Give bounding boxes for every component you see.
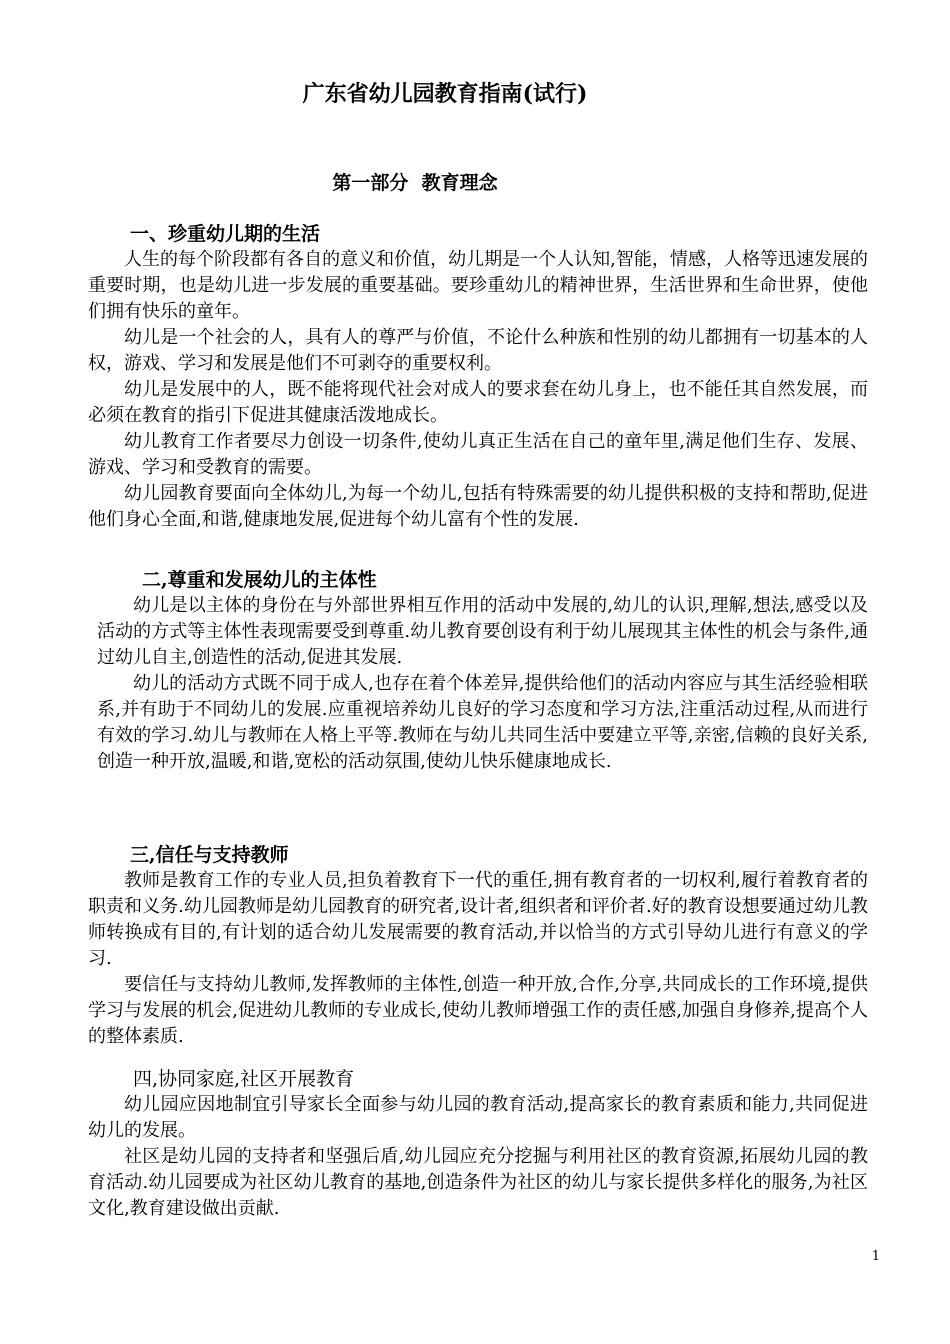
paragraph: 幼儿园教育要面向全体幼儿,为每一个幼儿,包括有特殊需要的幼儿提供积极的支持和帮助,促进他们身心全面,和谐,健康地发展,促进每个幼儿富有个性的发展. [88, 483, 868, 530]
paragraph: 教师是教育工作的专业人员,担负着教育下一代的重任,拥有教育者的一切权利,履行着教育者的职责和义务.幼儿园教师是幼儿园教育的研究者,设计者,组织者和评价者.好的教育设想要通过幼儿教师转换成有目的,有计划的适合幼儿发展需要的教育活动,并以恰当的方式引导幼儿进行有意义的学习. [88, 870, 868, 969]
paragraph: 幼儿是以主体的身份在与外部世界相互作用的活动中发展的,幼儿的认识,理解,想法,感受以及活动的方式等主体性表现需要受到尊重.幼儿教育要创设有利于幼儿展现其主体性的机会与条件,通过幼儿自主,创造性的活动,促进其发展. [97, 595, 868, 668]
section-heading: 一、珍重幼儿期的生活 [130, 223, 321, 245]
document-title: 广东省幼儿园教育指南(试行) [302, 81, 588, 107]
paragraph: 幼儿教育工作者要尽力创设一切条件,使幼儿真正生活在自己的童年里,满足他们生存、发展、游戏、学习和受教育的需要。 [88, 431, 868, 478]
section-family-community [88, 1066, 868, 1222]
paragraph: 幼儿园应因地制宜引导家长全面参与幼儿园的教育活动,提高家长的教育素质和能力,共同促进幼儿的发展。 [88, 1094, 868, 1141]
paragraph: 人生的每个阶段都有各自的意义和价值，幼儿期是一个人认知,智能，情感，人格等迅速发展的重要时期，也是幼儿进一步发展的重要基础。要珍重幼儿的精神世界，生活世界和生命世界，使他们拥有快乐的童年。 [88, 249, 868, 322]
section-cherish-childhood [88, 221, 868, 533]
part-title: 第一部分 教育理念 [332, 172, 498, 194]
section-support-teachers [88, 842, 868, 1050]
paragraph: 幼儿的活动方式既不同于成人,也存在着个体差异,提供给他们的活动内容应与其生活经验相联系,并有助于不同幼儿的发展.应重视培养幼儿良好的学习态度和学习方法,注重活动过程,从而进行有效的学习.幼儿与教师在人格上平等.教师在与幼儿共同生活中要建立平等,亲密,信赖的良好关系,创造一种开放,温暖,和谐,宽松的活动氛围,使幼儿快乐健康地成长. [97, 673, 868, 772]
paragraph: 社区是幼儿园的支持者和坚强后盾,幼儿园应充分挖掘与利用社区的教育资源,拓展幼儿园的教育活动.幼儿园要成为社区幼儿教育的基地,创造条件为社区的幼儿与家长提供多样化的服务,为社区文化,教育建设做出贡献. [88, 1146, 868, 1219]
paragraph: 幼儿是一个社会的人，具有人的尊严与价值，不论什么种族和性别的幼儿都拥有一切基本的人权，游戏、学习和发展是他们不可剥夺的重要权利。 [88, 327, 868, 374]
section-heading: 二,尊重和发展幼儿的主体性 [142, 569, 377, 591]
paragraph: 幼儿是发展中的人，既不能将现代社会对成人的要求套在幼儿身上，也不能任其自然发展，而必须在教育的指引下促进其健康活泼地成长。 [88, 379, 868, 426]
section-heading: 四,协同家庭,社区开展教育 [133, 1068, 355, 1090]
page-number: 1 [871, 1249, 880, 1264]
section-heading: 三,信任与支持教师 [130, 844, 289, 866]
paragraph: 要信任与支持幼儿教师,发挥教师的主体性,创造一种开放,合作,分享,共同成长的工作环境,提供学习与发展的机会,促进幼儿教师的专业成长,使幼儿教师增强工作的责任感,加强自身修养,提高个人的整体素质. [88, 974, 868, 1047]
section-child-subjectivity [97, 567, 868, 775]
